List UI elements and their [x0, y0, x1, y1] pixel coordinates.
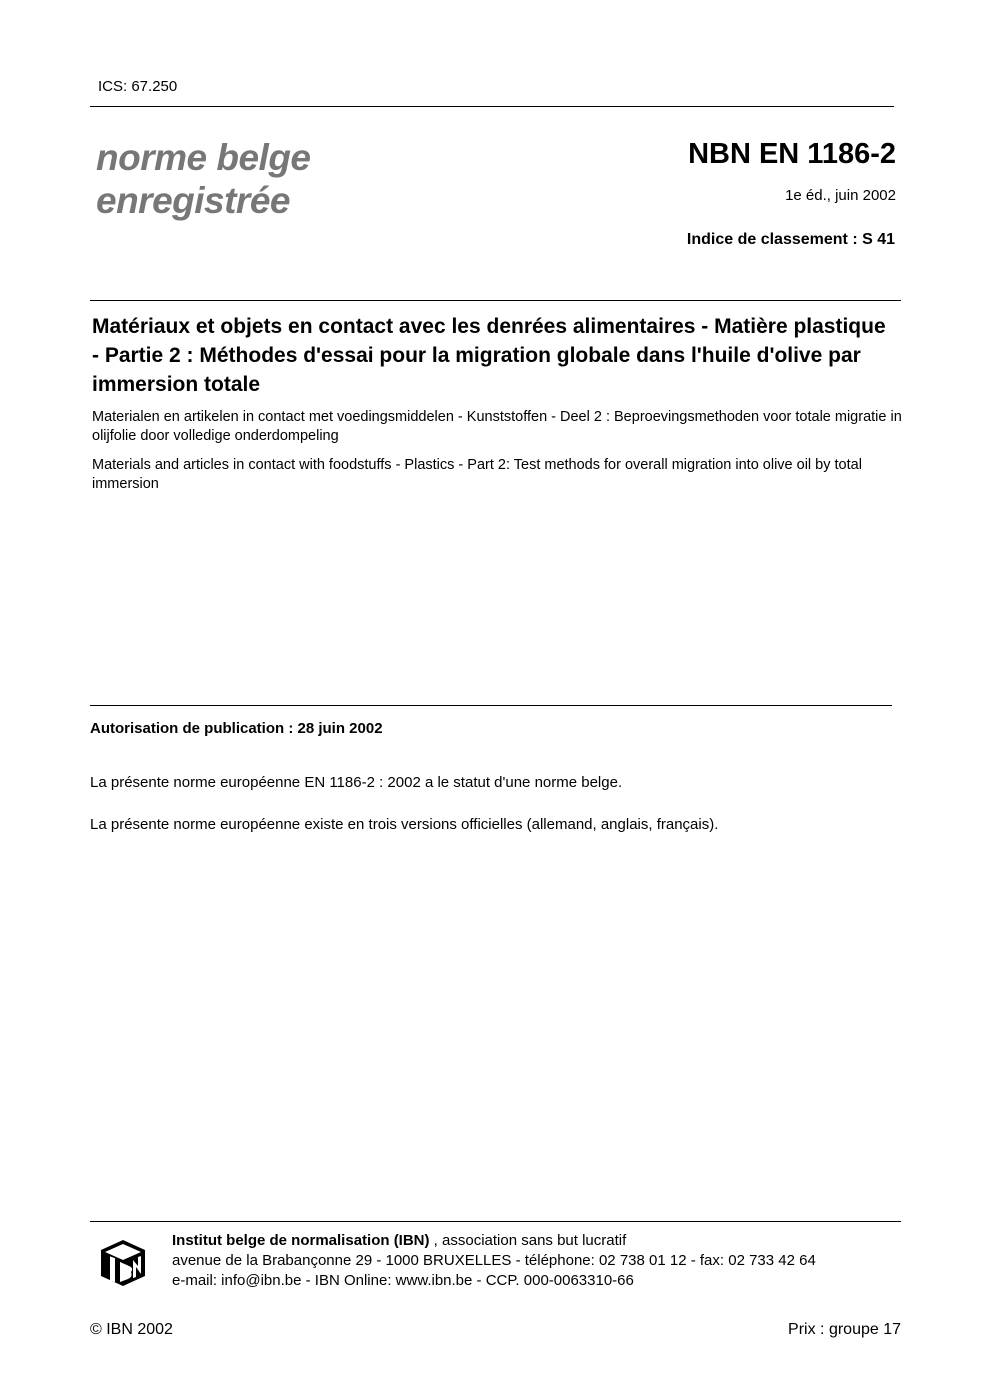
price-group: Prix : groupe 17 — [788, 1321, 901, 1338]
edition-date: 1e éd., juin 2002 — [785, 187, 896, 204]
divider-top — [90, 106, 894, 107]
versions-paragraph: La présente norme européenne existe en trois versions officielles (allemand, anglais, français). — [90, 816, 719, 833]
divider-title — [90, 300, 901, 301]
divider-body — [90, 705, 892, 706]
title-french: Matériaux et objets en contact avec les denrées alimentaires - Matière plastique - Partie 2 : Méthodes d'essai pour la migration globale dans l'huile d'olive par immersion totale — [92, 315, 886, 396]
classification-index: Indice de classement : S 41 — [686, 231, 895, 248]
institute-contact: e-mail: info@ibn.be - IBN Online: www.ibn.be - CCP. 000-0063310-66 — [172, 1272, 634, 1289]
copyright: © IBN 2002 — [90, 1321, 173, 1338]
standard-number: NBN EN 1186-2 — [688, 138, 896, 170]
institute-status: , association sans but lucratif — [429, 1232, 627, 1249]
divider-footer — [90, 1221, 901, 1222]
ibn-logo-icon — [98, 1238, 148, 1288]
ibn-logo-graphic — [98, 1238, 148, 1288]
institute-line — [172, 1231, 816, 1251]
status-paragraph: La présente norme européenne EN 1186-2 : 2002 a le statut d'une norme belge. — [90, 774, 623, 791]
title-dutch: Materialen en artikelen in contact met voedingsmiddelen - Kunststoffen - Deel 2 : Beproevingsmethoden voor totale migratie in olijfolie door volledige onderdompeling — [92, 409, 902, 444]
institute-block — [172, 1231, 816, 1291]
publication-authorisation: Autorisation de publication : 28 juin 2002 — [90, 720, 383, 737]
brand-line-2: enregistrée — [96, 180, 290, 221]
institute-address: avenue de la Brabançonne 29 - 1000 BRUXELLES - téléphone: 02 738 01 12 - fax: 02 733 42 64 — [172, 1252, 816, 1269]
institute-name: Institut belge de normalisation (IBN) — [172, 1232, 430, 1249]
title-english: Materials and articles in contact with foodstuffs - Plastics - Part 2: Test methods for overall migration into olive oil by total immersion — [92, 457, 862, 492]
ics-code: ICS: 67.250 — [98, 78, 178, 95]
brand-line-1: norme belge — [96, 137, 311, 178]
brand-title — [96, 136, 311, 222]
